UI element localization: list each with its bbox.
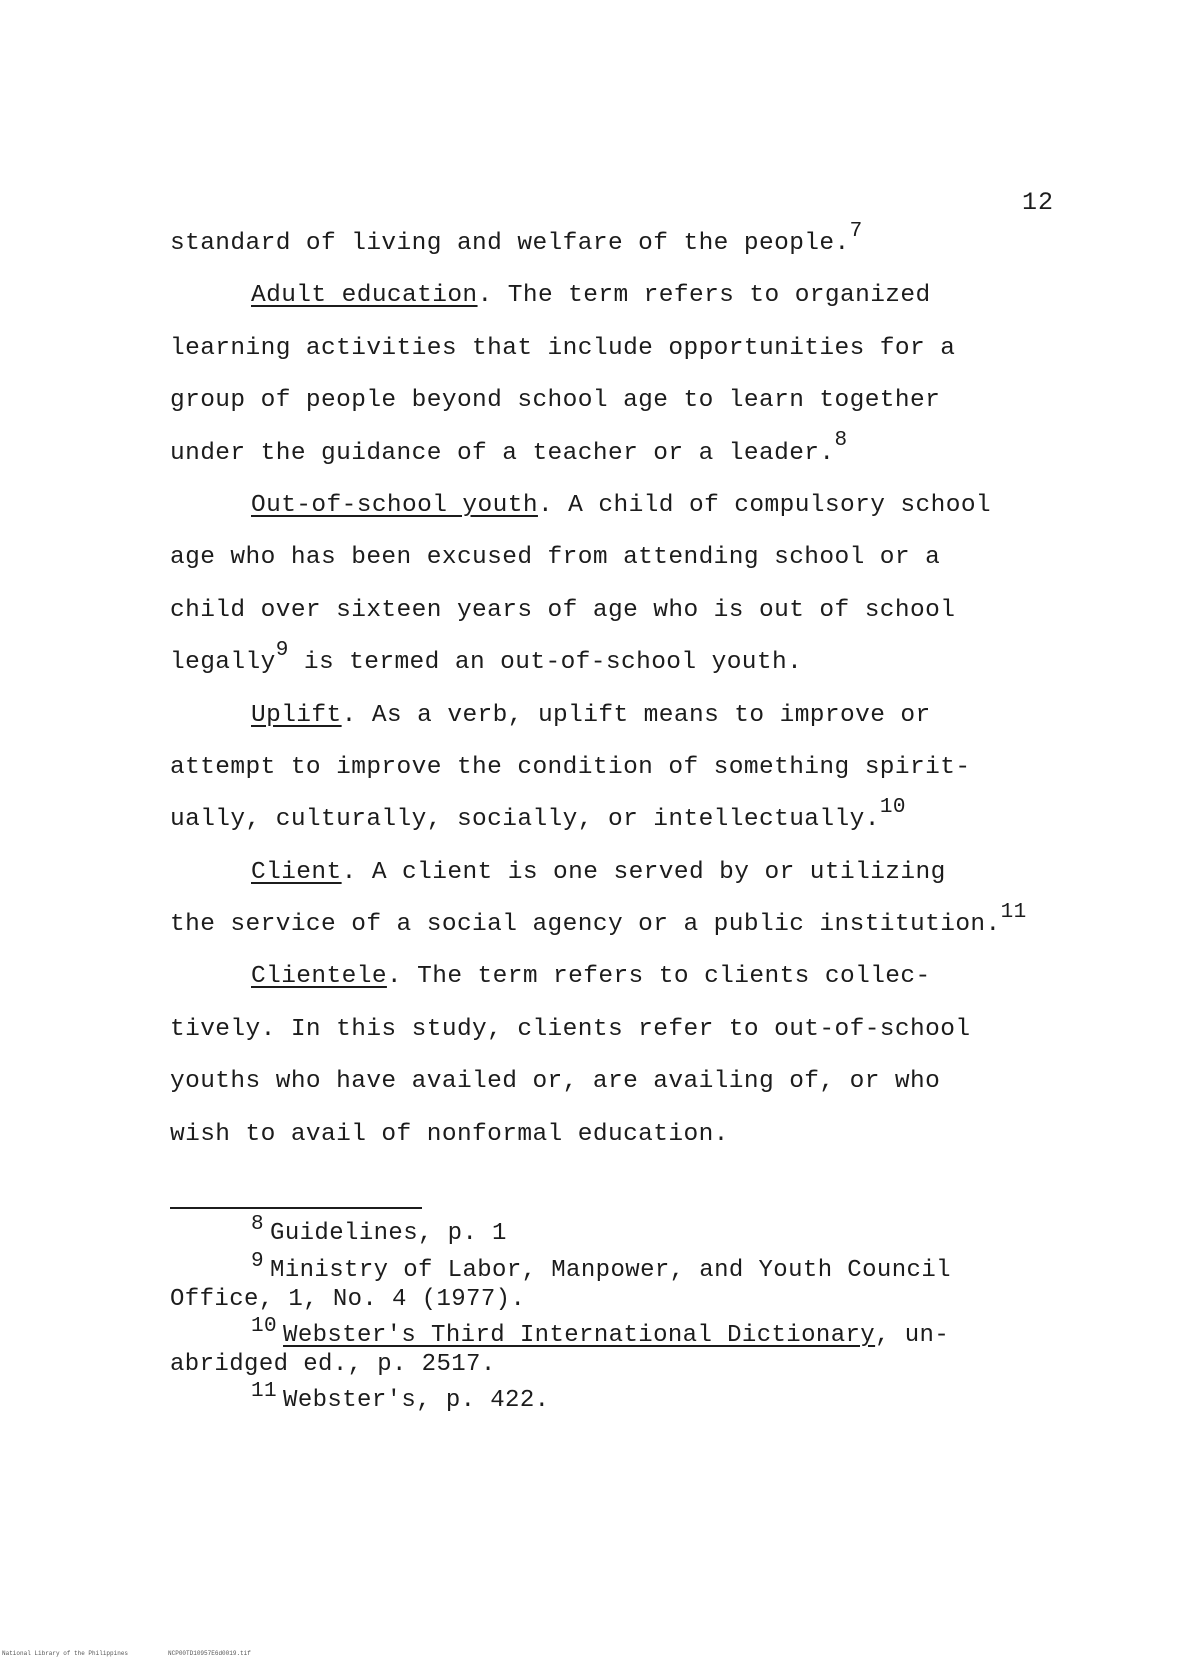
term-client: Client	[251, 858, 342, 886]
footnote-number: 8	[251, 1213, 265, 1236]
text-line: age who has been excused from attending school or a	[170, 544, 941, 572]
text-line: wish to avail of nonformal education.	[170, 1120, 729, 1148]
footnote-10	[170, 1315, 1100, 1379]
footnote-11	[170, 1380, 1100, 1416]
text-line	[170, 218, 1100, 270]
definition-text: . The term refers to clients collec-	[386, 963, 931, 991]
definition-clientele	[170, 951, 1100, 1003]
definition-text: . A child of compulsory school	[537, 491, 992, 519]
definition-text: under the guidance of a teacher or a leader.	[170, 439, 835, 467]
text-line	[170, 428, 1100, 480]
footnote-number: 11	[251, 1380, 278, 1403]
definition-uplift	[170, 690, 1100, 742]
text-line: tively. In this study, clients refer to out-of-school	[170, 1015, 971, 1043]
footnote-text: Ministry of Labor, Manpower, and Youth Council	[270, 1257, 951, 1284]
definition-text: legally	[170, 649, 276, 677]
definition-text: the service of a social agency or a public institution.	[170, 911, 1001, 939]
text-line: attempt to improve the condition of something spirit-	[170, 753, 971, 781]
scan-footer	[2, 1650, 291, 1657]
footnote-ref: 9	[275, 638, 289, 662]
footnote-ref: 10	[879, 796, 906, 820]
footnote-ref: 7	[849, 219, 863, 243]
footnote-text: , un-	[875, 1322, 950, 1349]
footnote-text: Webster's, p. 422.	[283, 1387, 550, 1414]
term-clientele: Clientele	[251, 963, 387, 991]
definition-client	[170, 847, 1100, 899]
footnotes	[170, 1213, 1100, 1424]
footnote-ref: 8	[834, 429, 848, 453]
footnote-text: Guidelines, p. 1	[270, 1220, 507, 1247]
footnote-divider	[170, 1207, 422, 1209]
library-credit: National Library of the Philippines	[2, 1650, 129, 1657]
footnote-title: Webster's Third International Dictionary	[283, 1322, 876, 1349]
text-line: group of people beyond school age to learn together	[170, 387, 941, 415]
text-line	[170, 899, 1100, 951]
text-line	[170, 794, 1100, 846]
definition-text: . The term refers to organized	[477, 282, 931, 310]
term-out-of-school-youth: Out-of-school youth	[251, 491, 538, 519]
text-line	[170, 637, 1100, 689]
definition-text: . A client is one served by or utilizing	[341, 858, 946, 886]
definition-text: is termed an out-of-school youth.	[288, 649, 803, 677]
page-number: 12	[1022, 188, 1055, 217]
term-adult-education: Adult education	[251, 282, 478, 310]
footnote-number: 10	[251, 1315, 278, 1338]
footnote-9	[170, 1250, 1100, 1314]
definition-adult-education	[170, 270, 1100, 322]
footnote-text: Office, 1, No. 4 (1977).	[170, 1286, 526, 1313]
definition-text: ually, culturally, socially, or intellectually.	[170, 806, 880, 834]
definition-text: . As a verb, uplift means to improve or	[341, 701, 931, 729]
footnote-ref: 11	[1000, 900, 1027, 924]
footnote-number: 9	[251, 1250, 265, 1273]
text-line: child over sixteen years of age who is out of school	[170, 596, 956, 624]
body-text	[170, 218, 1100, 1161]
definition-out-of-school-youth	[170, 480, 1100, 532]
term-uplift: Uplift	[251, 701, 342, 729]
footnote-text: abridged ed., p. 2517.	[170, 1351, 496, 1378]
footnote-8	[170, 1213, 1100, 1249]
text-line: youths who have availed or, are availing of, or who	[170, 1068, 941, 1096]
text-line: learning activities that include opportunities for a	[170, 334, 956, 362]
file-id: NCP00TD10957E6d0019.tif	[168, 1650, 251, 1657]
continuation-text: standard of living and welfare of the people.	[170, 230, 850, 257]
